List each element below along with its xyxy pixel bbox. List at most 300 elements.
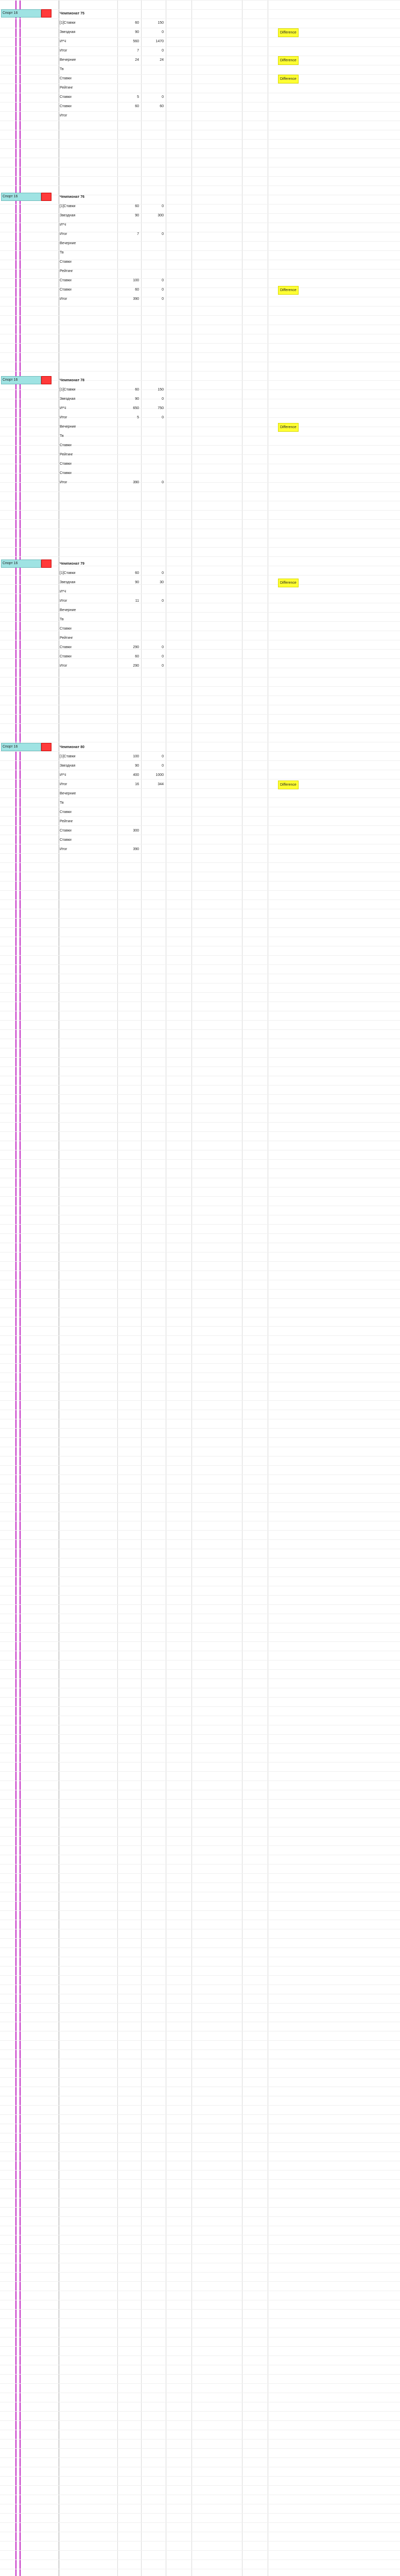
cell-value-1: 560 [133,40,139,43]
difference-cell [194,624,240,634]
cell-value-1 [118,808,139,817]
cell-value-2 [143,587,164,597]
row-label: Итог [60,297,67,301]
cell-value-2: 60 [160,105,164,108]
difference-cell [194,652,240,662]
difference-cell [194,422,240,432]
row-gridline [0,955,400,956]
cell-value-1: 5 [137,416,139,419]
block-header: Спорт 16 [1,9,41,18]
cell-value-1 [118,432,139,441]
row-label: Рейтинг [60,86,73,90]
cell-value-1 [118,258,139,267]
cell-value-1: 5 [137,95,139,99]
difference-cell [194,28,240,37]
cell-value-2 [143,83,164,93]
row-gridline [0,992,400,993]
row-gridline [0,1465,400,1466]
cell-value-1 [118,634,139,643]
cell-value-2: 300 [158,214,164,217]
row-label: Итог [60,114,67,117]
cell-value-1: 60 [135,388,139,392]
difference-note: Difference [278,423,299,432]
row-gridline [0,1669,400,1670]
difference-cell [194,771,240,780]
difference-note: Difference [278,28,299,37]
cell-value-2 [143,836,164,845]
difference-cell [194,404,240,413]
row-gridline [0,1159,400,1160]
difference-cell [194,662,240,671]
cell-value-1: 60 [135,105,139,108]
cell-value-2: 344 [158,783,164,786]
row-label: Звездная [60,581,76,584]
difference-cell [194,56,240,65]
column-divider [141,0,142,2576]
row-gridline [0,1372,400,1373]
cell-value-2: 0 [162,599,164,603]
difference-cell [194,258,240,267]
difference-cell [194,385,240,395]
row-label: Тв [60,618,64,621]
row-gridline [0,2513,400,2514]
row-gridline [0,1187,400,1188]
cell-value-1: 290 [133,646,139,649]
block-title: Чемпионат 78 [60,379,84,382]
row-label: Ставки [60,646,72,649]
row-gridline [0,2170,400,2171]
row-gridline [0,556,400,557]
block-header-flag [41,9,51,18]
cell-value-2: 0 [162,764,164,768]
row-label: И*Ч [60,773,66,777]
row-label: Ставки [60,471,72,475]
row-label: Тв [60,434,64,438]
cell-value-1 [118,817,139,826]
row-gridline [0,2448,400,2449]
difference-cell [194,643,240,652]
difference-cell [194,432,240,441]
row-gridline [0,1641,400,1642]
cell-value-2 [143,267,164,276]
difference-cell [194,578,240,587]
row-gridline [0,1261,400,1262]
block-header-flag [41,376,51,384]
cell-value-1: 390 [133,848,139,851]
row-gridline [0,1567,400,1568]
cell-value-2 [143,634,164,643]
cell-value-1 [118,248,139,258]
difference-cell [194,817,240,826]
row-gridline [0,2411,400,2412]
difference-note: Difference [278,781,299,789]
cell-value-2 [143,460,164,469]
difference-cell [194,248,240,258]
row-label: Итог [60,232,67,236]
difference-cell [194,478,240,487]
row-label: Рейтинг [60,269,73,273]
cell-value-2: 0 [162,279,164,282]
row-gridline [0,1224,400,1225]
row-gridline [0,1938,400,1939]
row-gridline [0,1094,400,1095]
cell-value-2: 150 [158,21,164,25]
difference-cell [194,761,240,771]
cell-value-2: 0 [162,646,164,649]
difference-cell [194,239,240,248]
row-gridline [0,2281,400,2282]
cell-value-2: 0 [162,30,164,34]
cell-value-1 [118,422,139,432]
cell-value-1: 60 [135,21,139,25]
row-label: [1]Ставки [60,755,76,758]
row-gridline [0,2272,400,2273]
block-header: Спорт 16 [1,376,41,384]
difference-cell [194,826,240,836]
row-gridline [0,2216,400,2217]
block-title: Чемпионат 80 [60,745,84,749]
difference-note: Difference [278,75,299,83]
cell-value-1: 7 [137,49,139,53]
cell-value-1 [118,441,139,450]
cell-value-2: 0 [162,664,164,668]
cell-value-2 [143,606,164,615]
row-gridline [0,1122,400,1123]
cell-value-2: 0 [162,49,164,53]
row-gridline [0,2003,400,2004]
row-label: [1]Ставки [60,571,76,575]
row-gridline [0,2253,400,2254]
row-label: Итог [60,416,67,419]
difference-cell [194,780,240,789]
difference-cell [194,74,240,83]
row-gridline [0,2309,400,2310]
cell-value-1 [118,587,139,597]
row-label: Итог [60,848,67,851]
row-gridline [0,352,400,353]
row-label: Звездная [60,764,76,768]
row-gridline [0,1020,400,1021]
difference-cell [194,65,240,74]
cell-value-1 [118,799,139,808]
cell-value-1 [118,267,139,276]
block-header-flag [41,560,51,568]
row-gridline [0,686,400,687]
difference-cell [194,587,240,597]
row-label: Ставки [60,105,72,108]
row-gridline [0,1604,400,1605]
block-title: Чемпионат 79 [60,562,84,566]
cell-value-2 [143,624,164,634]
row-gridline [0,148,400,149]
row-gridline [0,714,400,715]
row-label: [1]Ставки [60,205,76,208]
row-label: Вечерние [60,608,76,612]
row-label: Итог [60,481,67,484]
difference-cell [194,808,240,817]
cell-value-2 [143,258,164,267]
row-gridline [0,176,400,177]
row-gridline [0,918,400,919]
row-label: [1]Ставки [60,21,76,25]
row-gridline [0,1196,400,1197]
row-gridline [0,1057,400,1058]
cell-value-2 [143,799,164,808]
cell-value-2: 0 [162,655,164,658]
cell-value-2: 1470 [155,40,164,43]
cell-value-2 [143,74,164,83]
row-gridline [0,1066,400,1067]
cell-value-1: 60 [135,205,139,208]
block-title: Чемпионат 76 [60,195,84,199]
row-gridline [0,2207,400,2208]
cell-value-2 [143,817,164,826]
cell-value-1: 90 [135,214,139,217]
row-gridline [0,2077,400,2078]
row-gridline [0,1428,400,1429]
difference-cell [194,37,240,46]
row-gridline [0,2522,400,2523]
row-gridline [0,1901,400,1902]
row-label: Тв [60,801,64,805]
cell-value-1: 90 [135,581,139,584]
row-gridline [0,1836,400,1837]
row-gridline [0,2068,400,2069]
cell-value-1 [118,624,139,634]
block-header-flag [41,193,51,201]
row-gridline [0,1771,400,1772]
difference-cell [194,836,240,845]
row-gridline [0,2012,400,2013]
row-label: Ставки [60,462,72,466]
cell-value-2 [143,845,164,854]
row-gridline [0,890,400,891]
cell-value-2 [143,469,164,478]
row-gridline [0,1298,400,1299]
row-gridline [0,1539,400,1540]
row-gridline [0,139,400,140]
row-gridline [0,1845,400,1846]
column-marker-magenta-1 [15,0,16,2576]
block-header: Спорт 16 [1,193,41,201]
row-label: Вечерние [60,242,76,245]
difference-cell [194,469,240,478]
column-divider [117,0,118,2576]
row-label: Ставки [60,627,72,631]
difference-cell [194,83,240,93]
row-label: Тв [60,251,64,255]
row-label: Ставки [60,829,72,833]
row-gridline [0,1289,400,1290]
row-gridline [0,2318,400,2319]
cell-value-2 [143,441,164,450]
cell-value-1 [118,111,139,121]
difference-cell [194,460,240,469]
cell-value-2: 0 [162,755,164,758]
row-gridline [0,185,400,186]
row-gridline [0,1400,400,1401]
difference-cell [194,230,240,239]
cell-value-1 [118,83,139,93]
difference-cell [194,211,240,221]
row-gridline [0,1131,400,1132]
row-gridline [0,2383,400,2384]
row-gridline [0,1864,400,1865]
row-label: Вечерние [60,425,76,429]
cell-value-2 [143,422,164,432]
cell-value-1: 400 [133,773,139,777]
row-gridline [0,1706,400,1707]
row-gridline [0,2346,400,2347]
cell-value-1: 650 [133,406,139,410]
cell-value-2: 0 [162,481,164,484]
cell-value-1 [118,221,139,230]
row-label: Рейтинг [60,636,73,640]
difference-cell [194,569,240,578]
cell-value-1: 60 [135,571,139,575]
row-label: Рейтинг [60,453,73,456]
cell-value-2: 24 [160,58,164,62]
row-label: Итог [60,664,67,668]
difference-cell [194,276,240,285]
cell-value-1: 390 [133,481,139,484]
cell-value-2: 0 [162,571,164,575]
row-gridline [0,1734,400,1735]
difference-cell [194,845,240,854]
row-gridline [0,547,400,548]
row-gridline [0,1743,400,1744]
difference-cell [194,799,240,808]
row-gridline [0,1391,400,1392]
difference-cell [194,285,240,295]
row-label: Звездная [60,30,76,34]
row-gridline [0,1233,400,1234]
row-gridline [0,927,400,928]
difference-note: Difference [278,286,299,295]
row-label: И*Ч [60,590,66,594]
cell-value-2 [143,789,164,799]
difference-cell [194,202,240,211]
row-gridline [0,1595,400,1596]
cell-value-1 [118,450,139,460]
difference-note: Difference [278,56,299,65]
row-label: Ставки [60,77,72,80]
row-gridline [0,1632,400,1633]
cell-value-1: 24 [135,58,139,62]
row-gridline [0,2374,400,2375]
cell-value-1: 100 [133,279,139,282]
cell-value-2: 150 [158,388,164,392]
cell-value-2 [143,221,164,230]
row-gridline [0,964,400,965]
cell-value-1 [118,460,139,469]
block-header: Спорт 16 [1,743,41,751]
difference-cell [194,615,240,624]
difference-cell [194,221,240,230]
row-label: Вечерние [60,792,76,795]
row-gridline [0,315,400,316]
row-gridline [0,0,400,1]
difference-cell [194,413,240,422]
row-gridline [0,306,400,307]
cell-value-1 [118,469,139,478]
row-gridline [0,1697,400,1698]
difference-cell [194,46,240,56]
row-label: Тв [60,67,64,71]
cell-value-1: 11 [135,599,139,603]
row-gridline [0,1975,400,1976]
cell-value-1: 300 [133,829,139,833]
cell-value-2: 750 [158,406,164,410]
row-gridline [0,1335,400,1336]
row-gridline [0,1966,400,1967]
cell-value-2: 0 [162,205,164,208]
cell-value-2 [143,450,164,460]
row-gridline [0,1326,400,1327]
cell-value-2: 30 [160,581,164,584]
difference-cell [194,450,240,460]
cell-value-2 [143,615,164,624]
row-gridline [0,2420,400,2421]
cell-value-2: 0 [162,95,164,99]
cell-value-2: 0 [162,232,164,236]
cell-value-1: 60 [135,288,139,292]
difference-cell [194,441,240,450]
row-gridline [0,2105,400,2106]
difference-cell [194,606,240,615]
difference-cell [194,395,240,404]
row-label: [1]Ставки [60,388,76,392]
cell-value-1: 390 [133,297,139,301]
cell-value-2 [143,248,164,258]
column-marker-magenta-2 [20,0,21,2576]
row-gridline [0,2114,400,2115]
cell-value-1 [118,836,139,845]
cell-value-2 [143,111,164,121]
cell-value-1 [118,789,139,799]
row-gridline [0,2142,400,2143]
cell-value-1: 90 [135,397,139,401]
row-gridline [0,519,400,520]
row-gridline [0,2485,400,2486]
cell-value-1 [118,615,139,624]
cell-value-2 [143,239,164,248]
cell-value-1 [118,65,139,74]
row-gridline [0,2550,400,2551]
difference-cell [194,267,240,276]
row-label: Звездная [60,397,76,401]
row-label: Ставки [60,810,72,814]
row-label: Звездная [60,214,76,217]
difference-cell [194,93,240,102]
cell-value-2: 0 [162,297,164,301]
cell-value-1: 16 [135,783,139,786]
row-gridline [0,2476,400,2477]
cell-value-1: 290 [133,664,139,668]
cell-value-1 [118,606,139,615]
block-header: Спорт 16 [1,560,41,568]
row-gridline [0,2244,400,2245]
cell-value-1: 100 [133,755,139,758]
row-gridline [0,1530,400,1531]
row-label: Ставки [60,288,72,292]
row-gridline [0,1808,400,1809]
difference-cell [194,111,240,121]
row-label: Итог [60,783,67,786]
cell-value-1: 90 [135,30,139,34]
row-gridline [0,2040,400,2041]
row-label: Ставки [60,838,72,842]
